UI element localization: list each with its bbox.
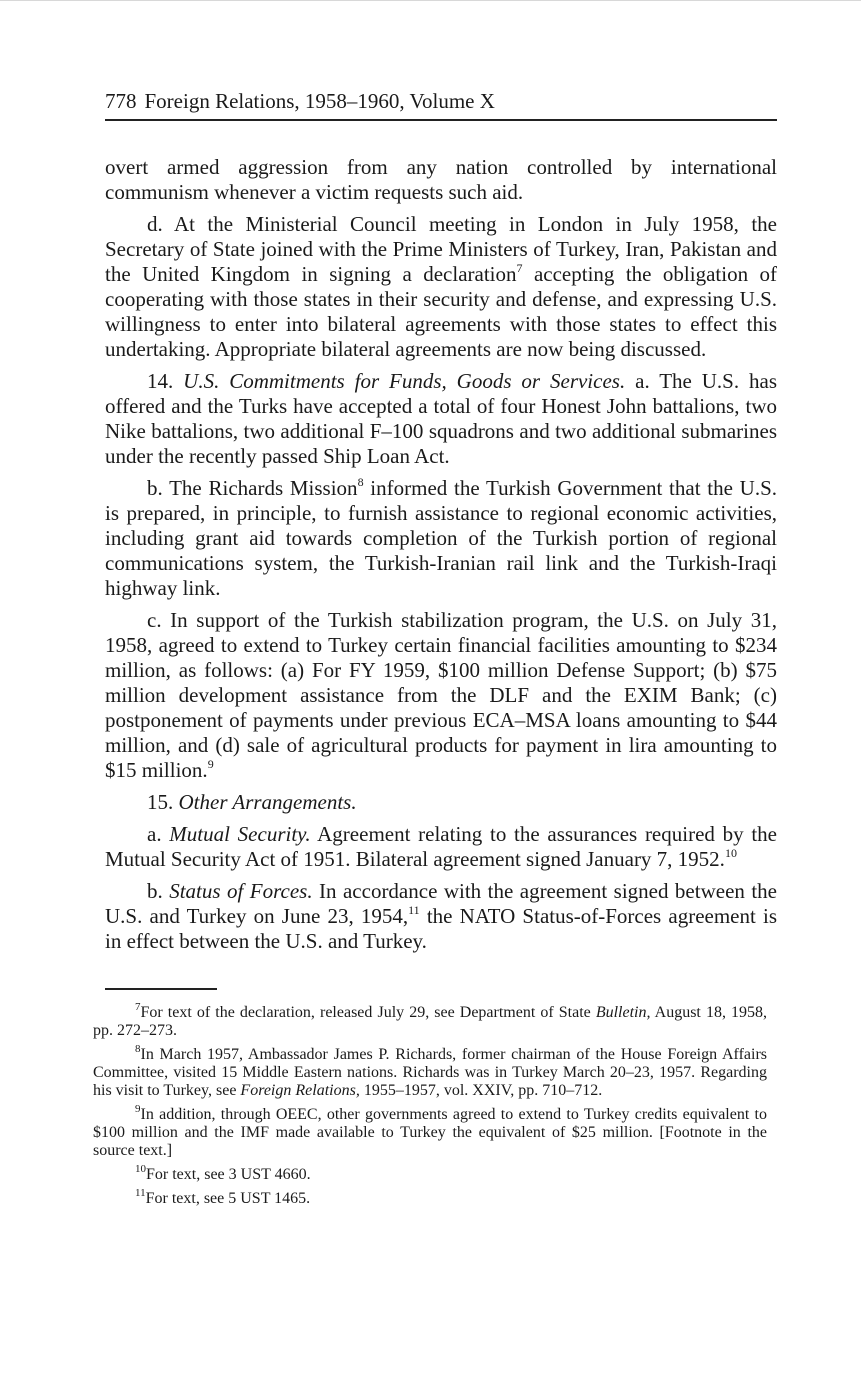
footnote-ref-8[interactable]: 8 — [357, 475, 364, 489]
paragraph-15 — [105, 790, 777, 815]
paragraph-text: overt armed aggression from any nation controlled by international communism whenever a victim requests such aid. — [105, 155, 777, 204]
item-title: Status of Forces. — [169, 879, 313, 903]
item-letter: a. — [147, 822, 170, 846]
footnote-number: 10 — [135, 1163, 146, 1175]
footnote-number: 11 — [135, 1187, 146, 1199]
footnote-text: In addition, through OEEC, other governments agreed to extend to Turkey credits equivalent to $100 million and the IMF made available to Turkey the equivalent of $25 million. [Footnote in the source text.] — [93, 1106, 767, 1159]
paragraph-text: the NATO Status-of-Forces agreement is in effect between the U.S. and Turkey. — [105, 904, 777, 953]
paragraph-d — [105, 212, 777, 362]
footnote-number: 7 — [135, 1001, 141, 1013]
section-number: 14. — [147, 369, 184, 393]
footnote-title: Bulletin, — [595, 1004, 651, 1021]
footnote-7 — [93, 1001, 768, 1040]
paragraph-text: accepting the obligation of cooperating with those states in their security and defense, and expressing U.S. willingness to enter into bilateral agreements with those states to effect this undertaking. Appropriate bilateral agreements are now being discussed. — [105, 262, 777, 361]
footnote-text: For text, see 3 UST 4660. — [146, 1166, 311, 1183]
footnote-9 — [93, 1103, 767, 1160]
item-letter: b. — [147, 879, 170, 903]
section-title: Other Arrangements. — [178, 790, 357, 814]
footnote-number: 9 — [135, 1103, 141, 1115]
footnote-text: In March 1957, Ambassador James P. Richards, former chairman of the House Foreign Affairs Committee, visited 15 Middle Eastern nations. Richards was in Turkey March 20–23, 1957. Regarding his visit to Turkey, see — [93, 1046, 767, 1099]
paragraph-14c — [105, 608, 777, 783]
footnote-text: August 18, 1958, pp. 272–273. — [93, 1004, 768, 1039]
footnotes — [93, 1001, 768, 1208]
volume-title: Foreign Relations, 1958–1960, Volume X — [144, 89, 495, 113]
page-number: 778 — [105, 89, 137, 113]
item-title: Mutual Security. — [169, 822, 311, 846]
paragraph-text: b. The Richards Mission — [147, 476, 358, 500]
running-header — [105, 88, 777, 121]
paragraph-text: Agreement relating to the assurances required by the Mutual Security Act of 1951. Bilateral agreement signed January 7, 1952. — [105, 822, 777, 871]
footnote-10 — [93, 1163, 767, 1184]
footnote-text: For text of the declaration, released July 29, see Department of State — [140, 1004, 596, 1021]
footnote-text: For text, see 5 UST 1465. — [145, 1190, 311, 1207]
footnote-ref-7[interactable]: 7 — [516, 261, 523, 275]
paragraph-text: d. At the Ministerial Council meeting in London in July 1958, the Secretary of State joined with the Prime Ministers of Turkey, Iran, Pakistan and the United Kingdom in signing a declaration — [105, 212, 777, 286]
document-page — [93, 88, 777, 1214]
footnote-text: 1955–1957, vol. XXIV, pp. 710–712. — [359, 1082, 603, 1099]
paragraph-text: a. The U.S. has offered and the Turks have accepted a total of four Honest John battalions, two Nike battalions, two additional F–100 squadrons and two additional submarines under the recently passed Ship Loan Act. — [105, 369, 777, 468]
footnote-11 — [93, 1187, 767, 1208]
footnote-title: Foreign Relations, — [240, 1082, 360, 1099]
footnote-divider — [105, 988, 217, 990]
footnote-ref-9[interactable]: 9 — [207, 757, 214, 771]
footnote-number: 8 — [135, 1043, 141, 1055]
paragraph-text: In accordance with the agreement signed between the U.S. and Turkey on June 23, 1954, — [105, 879, 777, 928]
paragraph-15a — [105, 822, 777, 872]
body-text — [105, 155, 777, 954]
section-title: U.S. Commitments for Funds, Goods or Services. — [183, 369, 626, 393]
paragraph-15b — [105, 879, 777, 954]
paragraph-continuation — [105, 155, 777, 205]
page-top-edge — [0, 0, 861, 7]
paragraph-text: informed the Turkish Government that the U.S. is prepared, in principle, to furnish assistance to regional economic activities, including grant aid towards completion of the Turkish portion of regional communications system, the Turkish-Iranian rail link and the Turkish-Iraqi highway link. — [105, 476, 777, 600]
footnote-ref-11[interactable]: 11 — [408, 903, 420, 917]
paragraph-text: c. In support of the Turkish stabilization program, the U.S. on July 31, 1958, agreed to extend to Turkey certain financial facilities amounting to $234 million, as follows: (a) For FY 1959, $100 million Defense Support; (b) $75 million development assistance from the DLF and the EXIM Bank; (c) postponement of payments under previous ECA–MSA loans amounting to $44 million, and (d) sale of agricultural products for payment in lira amounting to $15 million. — [105, 608, 777, 782]
paragraph-14 — [105, 369, 777, 469]
footnote-ref-10[interactable]: 10 — [724, 846, 737, 860]
paragraph-14b — [105, 476, 777, 601]
footnote-8 — [93, 1043, 767, 1100]
section-number: 15. — [147, 790, 179, 814]
